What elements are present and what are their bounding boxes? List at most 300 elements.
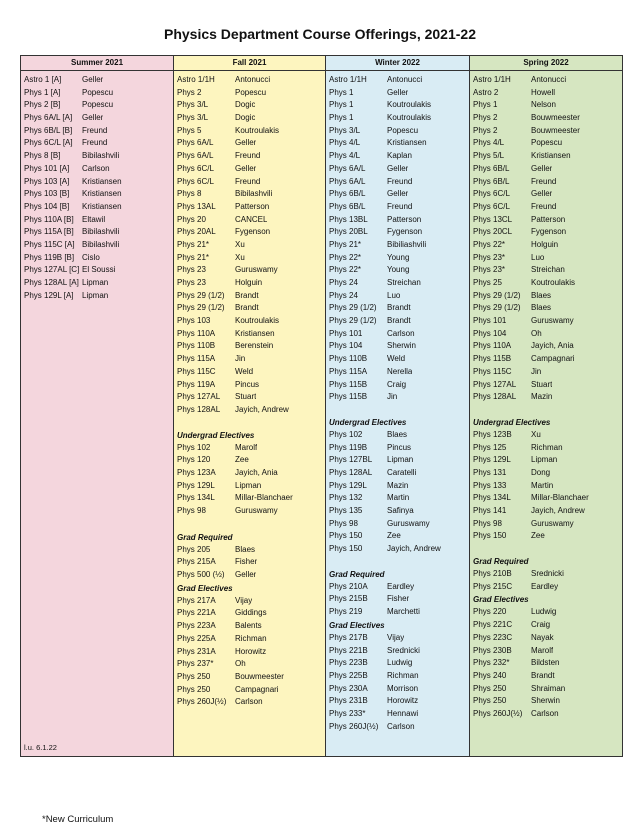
instructor: Guruswamy <box>235 506 278 515</box>
course-row <box>326 328 469 341</box>
course-code: Phys 134L <box>177 493 215 503</box>
course-code: Phys 223C <box>473 632 513 642</box>
course-code: Phys 29 (1/2) <box>177 290 225 300</box>
course-row <box>174 454 325 467</box>
course-code: Phys 103 <box>177 316 211 326</box>
course-row <box>174 696 325 709</box>
instructor: Fygenson <box>531 227 567 237</box>
course-row <box>21 99 173 112</box>
instructor: Kristiansen <box>82 189 122 199</box>
course-code: Phys 232* <box>473 658 510 668</box>
course-row <box>174 264 325 277</box>
course-row <box>470 683 622 696</box>
course-row <box>326 150 469 163</box>
course-row <box>174 137 325 150</box>
instructor: Nerella <box>387 366 413 376</box>
instructor: Hennawi <box>387 708 419 718</box>
course-row <box>174 366 325 379</box>
course-code: Phys 5 <box>177 125 202 135</box>
course-row <box>470 239 622 252</box>
course-row <box>326 454 469 467</box>
course-code: Phys 25 <box>473 278 502 287</box>
instructor: Safinya <box>387 506 414 515</box>
spring-column <box>470 56 622 756</box>
course-code: Phys 115C <box>177 366 216 376</box>
instructor: Marolf <box>235 442 258 452</box>
course-row <box>470 391 622 404</box>
course-row <box>326 543 469 556</box>
course-code: Phys 133 <box>473 480 507 490</box>
course-code: Phys 6B/L [B] <box>24 125 73 135</box>
course-row <box>470 264 622 277</box>
course-row <box>326 492 469 505</box>
course-code: Phys 1 <box>329 100 354 110</box>
course-code: Phys 23 <box>177 278 206 287</box>
course-code: Phys 110B <box>329 354 368 364</box>
course-row <box>470 480 622 493</box>
course-row <box>326 505 469 518</box>
course-code: Astro 2 <box>473 87 499 97</box>
course-row <box>174 620 325 633</box>
course-row <box>326 239 469 252</box>
instructor: Dogic <box>235 100 256 110</box>
course-row <box>21 188 173 201</box>
course-code: Phys 6C/L <box>473 201 510 211</box>
course-row <box>174 74 325 87</box>
course-code: Phys 6A/L <box>177 151 214 161</box>
course-row <box>470 74 622 87</box>
instructor: Kristiansen <box>82 201 122 211</box>
instructor: Freund <box>531 201 557 211</box>
course-row <box>174 150 325 163</box>
course-row <box>174 646 325 659</box>
instructor: Jayich, Andrew <box>235 404 289 414</box>
course-row <box>470 442 622 455</box>
course-code: Phys 115A [B] <box>24 227 74 237</box>
instructor: Geller <box>387 163 409 173</box>
instructor: Popescu <box>387 125 419 135</box>
course-row <box>174 302 325 315</box>
course-code: Phys 4/L <box>473 138 505 148</box>
course-code: Phys 120 <box>177 455 211 465</box>
course-code: Phys 123B <box>473 429 512 439</box>
instructor: Geller <box>531 189 553 199</box>
course-code: Phys 132 <box>329 493 363 503</box>
course-code: Phys 221C <box>473 620 513 630</box>
instructor: Bibiliashvili <box>387 239 427 249</box>
instructor: Geller <box>82 75 104 84</box>
course-row <box>326 302 469 315</box>
instructor: Eardley <box>387 581 415 591</box>
course-row <box>21 214 173 227</box>
course-row <box>326 264 469 277</box>
course-row <box>174 328 325 341</box>
course-code: Phys 128AL [A] <box>24 278 79 287</box>
instructor: Freund <box>531 176 557 186</box>
instructor: Richman <box>387 670 419 680</box>
course-row <box>326 429 469 442</box>
course-row <box>470 581 622 594</box>
course-row <box>470 619 622 632</box>
course-table <box>20 55 623 757</box>
instructor: Xu <box>531 429 541 439</box>
course-row <box>326 99 469 112</box>
course-row <box>470 429 622 442</box>
instructor: Bouwmeester <box>235 671 284 681</box>
course-row <box>21 239 173 252</box>
course-code: Phys 6B/L <box>473 163 510 173</box>
course-row <box>174 112 325 125</box>
instructor: Campagnari <box>531 354 575 364</box>
course-row <box>470 568 622 581</box>
course-row <box>470 150 622 163</box>
course-row <box>326 593 469 606</box>
instructor: Brandt <box>531 670 555 680</box>
course-code: Phys 237* <box>177 659 214 669</box>
instructor: Sherwin <box>387 341 416 351</box>
instructor: Lipman <box>387 455 414 465</box>
course-row <box>326 721 469 734</box>
course-row <box>326 176 469 189</box>
instructor: Campagnari <box>235 684 279 694</box>
instructor: Srednicki <box>387 645 420 655</box>
instructor: Guruswamy <box>531 316 574 326</box>
instructor: Fygenson <box>387 227 423 237</box>
course-row <box>326 226 469 239</box>
instructor: Marchetti <box>387 607 420 617</box>
instructor: Antonucci <box>387 75 423 84</box>
course-row <box>174 176 325 189</box>
course-code: Phys 129L [A] <box>24 290 74 300</box>
instructor: Patterson <box>387 214 422 224</box>
instructor: Stuart <box>235 392 257 402</box>
instructor: Luo <box>387 290 401 300</box>
course-code: Phys 119B [B] <box>24 252 75 262</box>
course-row <box>326 340 469 353</box>
course-row <box>470 99 622 112</box>
course-code: Phys 231A <box>177 646 216 656</box>
course-row <box>470 695 622 708</box>
instructor: Shraiman <box>531 683 566 693</box>
course-code: Phys 223A <box>177 621 216 631</box>
instructor: Geller <box>387 189 409 199</box>
course-row <box>174 214 325 227</box>
instructor: Fisher <box>235 557 258 567</box>
course-code: Phys 250 <box>473 683 507 693</box>
course-code: Phys 115A <box>177 354 216 364</box>
course-row <box>470 176 622 189</box>
course-code: Phys 6A/L <box>329 176 366 186</box>
instructor: Geller <box>387 87 409 97</box>
course-code: Phys 103 [B] <box>24 189 70 199</box>
instructor: Jin <box>235 354 246 364</box>
course-row <box>470 492 622 505</box>
course-code: Phys 6A/L [A] <box>24 113 73 123</box>
course-code: Phys 24 <box>329 290 358 300</box>
column-header: Fall 2021 <box>174 56 325 71</box>
instructor: Balents <box>235 621 262 631</box>
spacer <box>470 543 622 555</box>
instructor: Carlson <box>235 697 263 707</box>
course-code: Phys 230A <box>329 683 368 693</box>
course-row <box>174 188 325 201</box>
spacer <box>470 404 622 416</box>
course-row <box>174 277 325 290</box>
instructor: Kristiansen <box>82 176 122 186</box>
course-code: Phys 1 <box>329 87 354 97</box>
instructor: Jin <box>531 366 542 376</box>
spacer <box>174 518 325 531</box>
instructor: Bibilashvili <box>82 239 120 249</box>
course-code: Phys 233* <box>329 708 366 718</box>
course-code: Phys 128AL <box>473 392 517 402</box>
instructor: Koutroulakis <box>235 125 280 135</box>
course-row <box>174 252 325 265</box>
course-row <box>326 695 469 708</box>
instructor: Popescu <box>531 138 563 148</box>
instructor: Holguin <box>531 239 559 249</box>
course-code: Phys 6C/L [A] <box>24 138 73 148</box>
instructor: Jayich, Ania <box>235 467 278 477</box>
course-row <box>326 670 469 683</box>
course-code: Phys 101 <box>473 316 507 326</box>
course-code: Phys 127AL <box>177 392 221 402</box>
winter-column <box>326 56 470 756</box>
instructor: Popescu <box>82 100 114 110</box>
course-row <box>470 340 622 353</box>
course-row <box>174 340 325 353</box>
instructor: Freund <box>235 176 261 186</box>
course-code: Phys 20AL <box>177 227 216 237</box>
section-heading: Grad Electives <box>473 595 529 605</box>
instructor: Zee <box>387 531 401 541</box>
course-row <box>470 112 622 125</box>
course-row <box>174 239 325 252</box>
instructor: Fisher <box>387 594 410 604</box>
course-code: Phys 115A <box>329 366 368 376</box>
course-row <box>470 670 622 683</box>
course-code: Phys 101 [A] <box>24 163 70 173</box>
course-code: Phys 98 <box>473 518 502 528</box>
instructor: Zee <box>531 531 545 541</box>
instructor: Young <box>387 252 410 262</box>
course-code: Phys 134L <box>473 493 511 503</box>
course-row <box>470 606 622 619</box>
course-row <box>326 315 469 328</box>
section-heading: Grad Required <box>473 557 529 567</box>
course-code: Phys 150 <box>473 531 507 541</box>
course-code: Phys 13AL <box>177 201 216 211</box>
course-row <box>326 708 469 721</box>
instructor: Pincus <box>235 379 260 389</box>
course-row <box>470 87 622 100</box>
instructor: Popescu <box>82 87 114 97</box>
course-row <box>174 684 325 697</box>
column-header: Winter 2022 <box>326 56 469 71</box>
course-code: Phys 127BL <box>329 455 373 465</box>
instructor: Blaes <box>531 303 552 313</box>
instructor: Giddings <box>235 608 267 618</box>
instructor: Nayak <box>531 632 554 642</box>
instructor: Vijay <box>235 595 253 605</box>
course-row <box>470 353 622 366</box>
instructor: Eardley <box>531 581 559 591</box>
course-code: Phys 205 <box>177 544 211 554</box>
course-row <box>470 277 622 290</box>
course-code: Phys 29 (1/2) <box>473 290 521 300</box>
course-row <box>174 658 325 671</box>
course-code: Phys 102 <box>177 442 211 452</box>
instructor: Weld <box>387 354 406 364</box>
course-row <box>470 645 622 658</box>
instructor: Lipman <box>82 290 109 300</box>
course-code: Phys 6B/L <box>473 176 510 186</box>
course-row <box>470 467 622 480</box>
course-code: Phys 110A <box>473 341 512 351</box>
course-row <box>470 530 622 543</box>
instructor: Brandt <box>235 290 259 300</box>
course-code: Phys 217A <box>177 595 216 605</box>
page-title: Physics Department Course Offerings, 2021-22 <box>163 26 476 42</box>
instructor: Carlson <box>387 721 415 731</box>
course-row <box>470 302 622 315</box>
instructor: Streichan <box>387 278 421 287</box>
instructor: Kristiansen <box>235 328 275 338</box>
instructor: Guruswamy <box>387 518 430 528</box>
instructor: Horowitz <box>387 696 419 706</box>
course-code: Phys 221A <box>177 608 216 618</box>
course-row <box>174 125 325 138</box>
instructor: Jayich, Andrew <box>387 544 441 554</box>
course-code: Phys 110A [B] <box>24 214 74 224</box>
instructor: Bildsten <box>531 658 560 668</box>
instructor: Craig <box>531 620 551 630</box>
instructor: Jayich, Andrew <box>531 506 585 515</box>
course-row <box>326 87 469 100</box>
course-code: Phys 22* <box>329 265 362 275</box>
course-code: Phys 6B/L <box>329 189 366 199</box>
course-row <box>174 467 325 480</box>
course-code: Phys 29 (1/2) <box>329 316 377 326</box>
instructor: Martin <box>387 493 410 503</box>
course-code: Phys 1 [A] <box>24 87 61 97</box>
course-code: Phys 129L <box>177 480 215 490</box>
course-code: Phys 260J(½) <box>177 697 227 707</box>
course-code: Phys 115B <box>473 354 512 364</box>
course-row <box>326 657 469 670</box>
course-row <box>326 581 469 594</box>
instructor: Carlson <box>82 163 110 173</box>
instructor: Bouwmeester <box>531 113 580 123</box>
course-row <box>470 137 622 150</box>
course-code: Phys 98 <box>329 518 358 528</box>
course-code: Phys 98 <box>177 506 206 515</box>
instructor: Mazin <box>531 392 553 402</box>
instructor: Horowitz <box>235 646 267 656</box>
instructor: Koutroulakis <box>387 100 432 110</box>
instructor: Freund <box>82 125 108 135</box>
course-code: Phys 6C/L <box>473 189 510 199</box>
course-code: Phys 135 <box>329 506 363 515</box>
course-code: Phys 119A <box>177 379 216 389</box>
course-code: Phys 119B <box>329 442 368 452</box>
course-row <box>470 518 622 531</box>
instructor: Bibilashvili <box>235 189 273 199</box>
instructor: Freund <box>82 138 108 148</box>
course-row <box>326 606 469 619</box>
instructor: Koutroulakis <box>531 278 576 287</box>
course-code: Phys 3/L <box>177 113 209 123</box>
instructor: Patterson <box>235 201 270 211</box>
instructor: Holguin <box>235 278 263 287</box>
course-row <box>21 74 173 87</box>
course-code: Phys 115C <box>473 366 512 376</box>
instructor: Dogic <box>235 113 256 123</box>
instructor: Blaes <box>235 544 256 554</box>
course-code: Phys 123A <box>177 467 216 477</box>
footnote: *New Curriculum <box>42 814 114 825</box>
instructor: Craig <box>387 379 407 389</box>
course-code: Phys 22* <box>329 252 362 262</box>
course-code: Phys 8 [B] <box>24 151 61 161</box>
instructor: Geller <box>235 163 257 173</box>
section-heading: Undergrad Electives <box>329 417 407 427</box>
course-code: Phys 110A <box>177 328 216 338</box>
course-code: Phys 219 <box>329 607 363 617</box>
course-row <box>470 366 622 379</box>
instructor: Lipman <box>531 455 558 465</box>
course-row <box>326 442 469 455</box>
section-heading: Grad Required <box>329 569 385 579</box>
course-code: Phys 260J(½) <box>473 708 523 718</box>
instructor: Kaplan <box>387 151 412 161</box>
course-row <box>470 201 622 214</box>
course-row <box>174 544 325 557</box>
course-code: Phys 129L <box>329 480 367 490</box>
instructor: Marolf <box>531 645 554 655</box>
course-code: Phys 24 <box>329 278 358 287</box>
instructor: Richman <box>531 442 563 452</box>
course-code: Phys 3/L <box>329 125 361 135</box>
instructor: Nelson <box>531 100 556 110</box>
instructor: Berenstein <box>235 341 274 351</box>
column-header: Spring 2022 <box>470 56 622 71</box>
instructor: Millar-Blanchaer <box>531 493 589 503</box>
instructor: CANCEL <box>235 214 268 224</box>
course-row <box>326 467 469 480</box>
course-code: Phys 6B/L <box>329 201 366 211</box>
course-code: Phys 8 <box>177 189 202 199</box>
course-code: Phys 150 <box>329 544 363 554</box>
instructor: Brandt <box>235 303 259 313</box>
course-row <box>326 277 469 290</box>
course-row <box>326 163 469 176</box>
course-code: Phys 20 <box>177 214 206 224</box>
course-code: Phys 23 <box>177 265 206 275</box>
course-code: Phys 127AL <box>473 379 517 389</box>
course-row <box>174 442 325 455</box>
course-row <box>470 163 622 176</box>
course-row <box>470 290 622 303</box>
course-row <box>21 176 173 189</box>
course-row <box>174 556 325 569</box>
course-code: Phys 110B <box>177 341 216 351</box>
course-row <box>174 607 325 620</box>
course-code: Phys 240 <box>473 670 507 680</box>
course-row <box>326 252 469 265</box>
course-row <box>174 391 325 404</box>
instructor: Lipman <box>82 278 109 287</box>
